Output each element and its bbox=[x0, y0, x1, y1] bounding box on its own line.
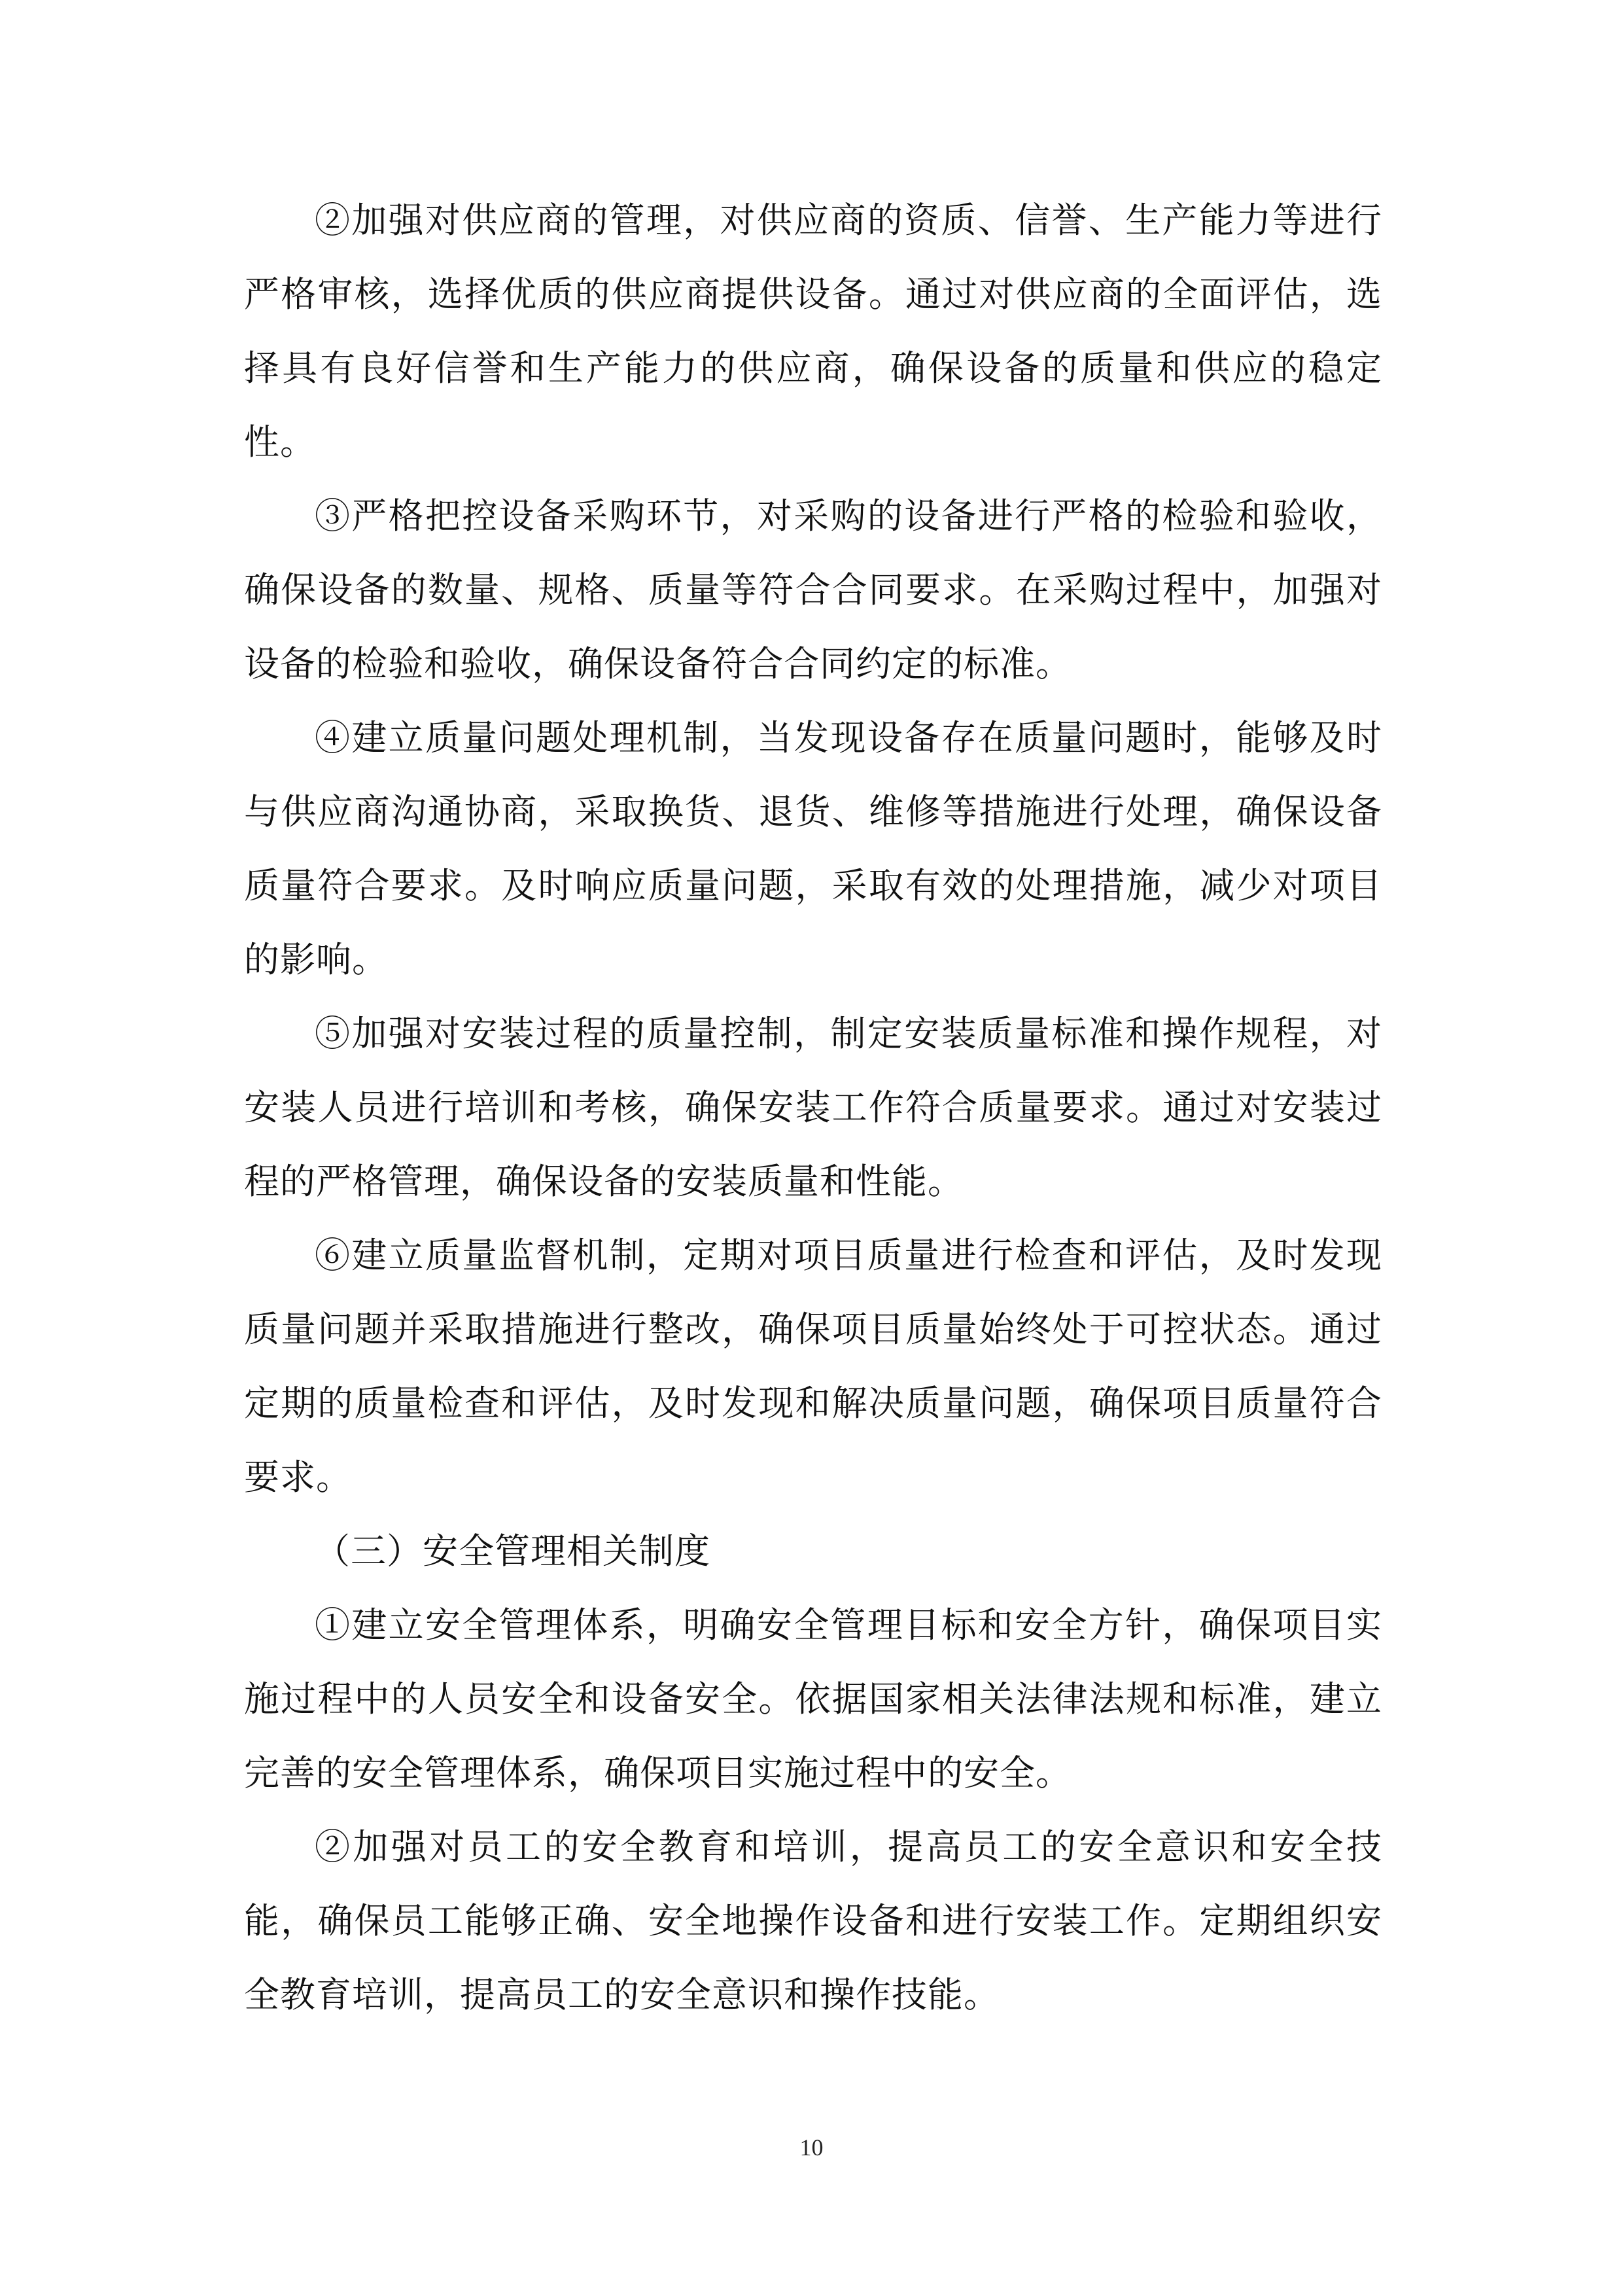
paragraph-quality-supervision: ⑥建立质量监督机制，定期对项目质量进行检查和评估，及时发现质量问题并采取措施进行整改，确保项目质量始终处于可控状态。通过定期的质量检查和评估，及时发现和解决质量问题，确保项目质量符合要求。 bbox=[244, 1235, 1382, 1498]
paragraph-procurement-inspection: ③严格把控设备采购环节，对采购的设备进行严格的检验和验收，确保设备的数量、规格、质量等符合合同要求。在采购过程中，加强对设备的检验和验收，确保设备符合合同约定的标准。 bbox=[244, 495, 1382, 684]
paragraph-safety-system: ①建立安全管理体系，明确安全管理目标和安全方针，确保项目实施过程中的人员安全和设备安全。依据国家相关法律法规和标准，建立完善的安全管理体系，确保项目实施过程中的安全。 bbox=[244, 1604, 1382, 1793]
page-body bbox=[244, 183, 1382, 2032]
paragraph-supplier-management: ②加强对供应商的管理，对供应商的资质、信誉、生产能力等进行严格审核，选择优质的供应商提供设备。通过对供应商的全面评估，选择具有良好信誉和生产能力的供应商，确保设备的质量和供应的稳定性。 bbox=[244, 200, 1382, 463]
page-number: 10 bbox=[799, 2134, 824, 2161]
paragraph-safety-training: ②加强对员工的安全教育和培训，提高员工的安全意识和安全技能，确保员工能够正确、安全地操作设备和进行安装工作。定期组织安全教育培训，提高员工的安全意识和操作技能。 bbox=[244, 1826, 1382, 2015]
paragraph-installation-quality-control: ⑤加强对安装过程的质量控制，制定安装质量标准和操作规程，对安装人员进行培训和考核，确保安装工作符合质量要求。通过对安装过程的严格管理，确保设备的安装质量和性能。 bbox=[244, 1013, 1382, 1202]
paragraph-quality-issue-handling: ④建立质量问题处理机制，当发现设备存在质量问题时，能够及时与供应商沟通协商，采取换货、退货、维修等措施进行处理，确保设备质量符合要求。及时响应质量问题，采取有效的处理措施，减少对项目的影响。 bbox=[244, 717, 1382, 980]
section-heading-safety-management: （三）安全管理相关制度 bbox=[315, 1530, 710, 1572]
